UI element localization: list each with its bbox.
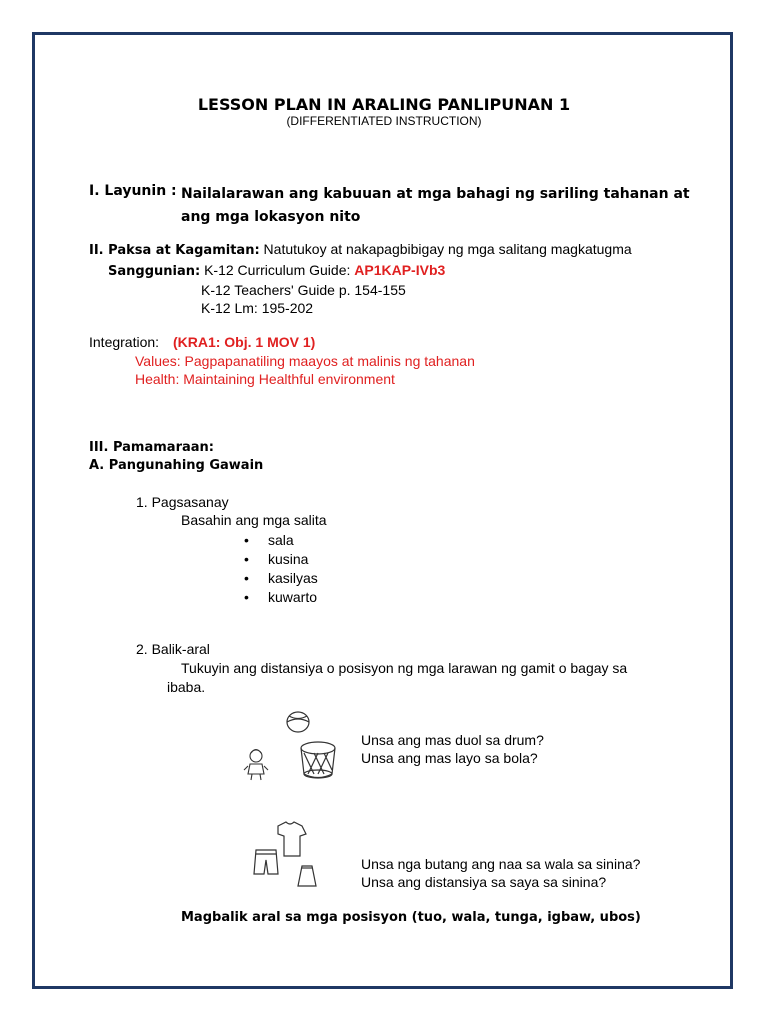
integration-kra: (KRA1: Obj. 1 MOV 1) <box>172 334 316 350</box>
word-list <box>242 531 318 607</box>
shirt-icon <box>278 822 306 856</box>
paksa-line <box>89 241 632 258</box>
picture-group-2 <box>248 820 338 892</box>
list-item: • kuwarto <box>242 588 318 607</box>
integration-health: Health: Maintaining Healthful environment <box>135 371 395 387</box>
question-2: Unsa ang mas layo sa bola? <box>361 750 538 766</box>
step2-title: 2. Balik-aral <box>136 641 210 657</box>
shorts-icon <box>254 850 278 874</box>
question-3: Unsa nga butang ang naa sa wala sa sinina? <box>361 856 641 872</box>
question-1: Unsa ang mas duol sa drum? <box>361 732 544 748</box>
paksa-text: Natutukoy at nakapagbibigay ng mga salitang magkatugma <box>263 241 632 257</box>
integration-label: Integration: <box>89 334 160 350</box>
picture-group-1 <box>236 708 346 788</box>
list-item: • sala <box>242 531 318 550</box>
layunin-text: Nailalarawan ang kabuuan at mga bahagi ng sariling tahanan at ang mga lokasyon nito <box>181 186 690 225</box>
review-footer: Magbalik aral sa mga posisyon (tuo, wala, tunga, igbaw, ubos) <box>181 910 641 925</box>
question-4: Unsa ang distansiya sa saya sa sinina? <box>361 874 607 890</box>
step1-title: 1. Pagsasanay <box>136 494 229 510</box>
ref2: K-12 Teachers' Guide p. 154-155 <box>201 282 406 298</box>
doll-icon <box>244 750 268 781</box>
step2-line2: ibaba. <box>167 679 206 695</box>
document-title: LESSON PLAN IN ARALING PANLIPUNAN 1 <box>197 95 571 114</box>
integration-values: Values: Pagpapanatiling maayos at malinis ng tahanan <box>135 353 475 369</box>
integration-line <box>89 334 315 350</box>
list-item: • kusina <box>242 550 318 569</box>
step2-line1: Tukuyin ang distansiya o posisyon ng mga larawan ng gamit o bagay sa <box>181 660 628 676</box>
ref1-code: AP1KAP-IVb3 <box>354 262 446 278</box>
pamamaraan-subheading: A. Pangunahing Gawain <box>89 458 264 473</box>
step1-instruction: Basahin ang mga salita <box>181 512 327 528</box>
document-subtitle: (DIFFERENTIATED INSTRUCTION) <box>286 114 482 128</box>
paksa-label: II. Paksa at Kagamitan: <box>89 243 260 258</box>
ball-icon <box>287 712 309 732</box>
sanggunian-label: Sanggunian: <box>108 264 201 279</box>
sanggunian-line <box>108 262 445 279</box>
layunin-label: I. Layunin : <box>89 183 177 199</box>
ref1-prefix: K-12 Curriculum Guide: <box>204 262 351 278</box>
drum-icon <box>301 742 335 778</box>
list-item: • kasilyas <box>242 569 318 588</box>
page-border <box>32 32 733 989</box>
ref3: K-12 Lm: 195-202 <box>201 300 314 316</box>
skirt-icon <box>298 866 316 886</box>
pamamaraan-heading: III. Pamamaraan: <box>89 440 214 455</box>
